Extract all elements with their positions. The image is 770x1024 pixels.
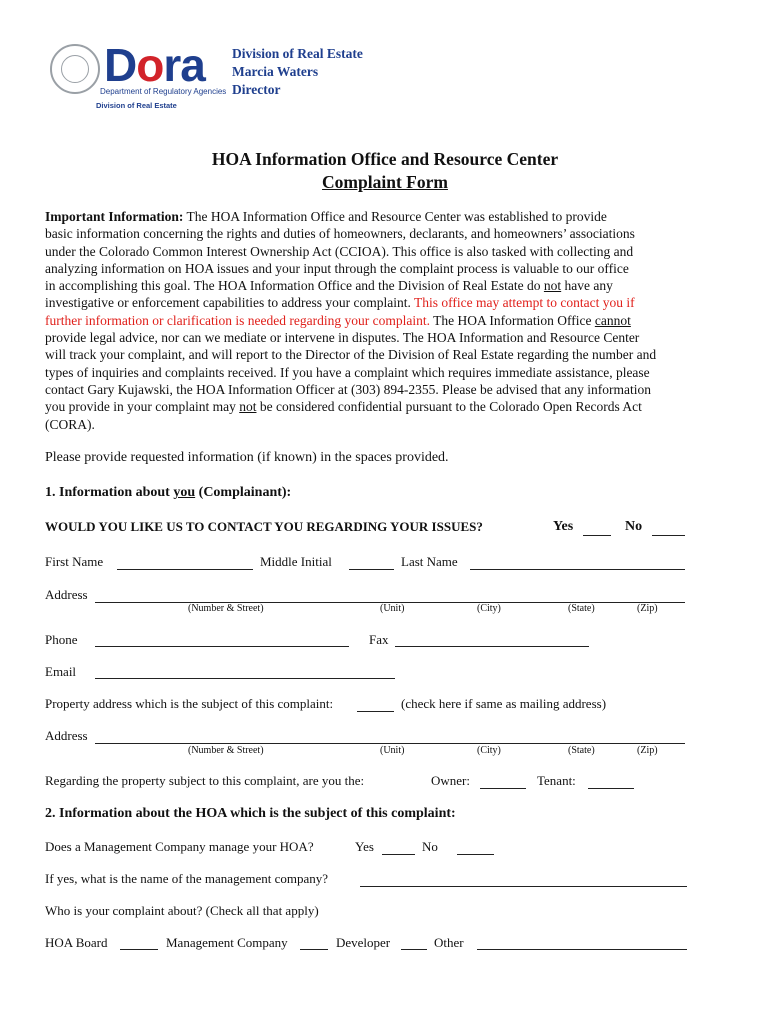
section1-heading: 1. Information about you (Complainant): <box>45 485 292 500</box>
colorado-state-seal <box>50 44 100 94</box>
mgmt-company-label: Management Company <box>166 935 288 950</box>
contact-yes-blank[interactable] <box>583 535 611 536</box>
header-name: Marcia Waters <box>232 64 319 79</box>
mgmt-yes-label: Yes <box>355 839 374 854</box>
sub-state-2: (State) <box>568 745 595 756</box>
mgmt-name-field[interactable] <box>360 886 687 887</box>
developer-blank[interactable] <box>401 949 427 950</box>
dora-logo: Dora <box>104 39 205 91</box>
sub-zip-2: (Zip) <box>637 745 658 756</box>
logo-subtitle: Department of Regulatory Agencies <box>100 87 227 96</box>
middle-initial-label: Middle Initial <box>260 554 332 569</box>
section2-heading: 2. Information about the HOA which is the subject of this complaint: <box>45 806 456 821</box>
mgmt-no-label: No <box>422 839 438 854</box>
mgmt-question: Does a Management Company manage your HOA? <box>45 839 314 854</box>
contact-no-label: No <box>625 519 643 534</box>
last-name-field[interactable] <box>470 569 685 570</box>
email-field[interactable] <box>95 678 395 679</box>
phone-field[interactable] <box>95 646 349 647</box>
sub-state: (State) <box>568 603 595 614</box>
sub-city-2: (City) <box>477 745 501 756</box>
header-division: Division of Real Estate <box>232 46 363 61</box>
instructions: Please provide requested information (if known) in the spaces provided. <box>45 450 449 465</box>
owner-blank[interactable] <box>480 788 526 789</box>
sub-street: (Number & Street) <box>188 603 264 614</box>
hoa-board-blank[interactable] <box>120 949 158 950</box>
fax-label: Fax <box>369 632 389 647</box>
sub-unit-2: (Unit) <box>380 745 405 756</box>
property-address2-label: Address <box>45 728 88 743</box>
other-label: Other <box>434 935 464 950</box>
page-title: HOA Information Office and Resource Center <box>211 149 559 169</box>
same-as-mailing-label: (check here if same as mailing address) <box>401 696 607 711</box>
middle-initial-field[interactable] <box>349 569 394 570</box>
tenant-blank[interactable] <box>588 788 634 789</box>
regarding-label: Regarding the property subject to this complaint, are you the: <box>45 773 365 788</box>
mgmt-yes-blank[interactable] <box>382 854 415 855</box>
mgmt-no-blank[interactable] <box>457 854 494 855</box>
hoa-board-label: HOA Board <box>45 935 108 950</box>
sub-street-2: (Number & Street) <box>188 745 264 756</box>
mgmt-company-blank[interactable] <box>300 949 328 950</box>
property-address-field[interactable] <box>95 743 685 744</box>
sub-zip: (Zip) <box>637 603 658 614</box>
property-address-label: Property address which is the subject of this complaint: <box>45 696 334 711</box>
last-name-label: Last Name <box>401 554 458 569</box>
logo-division: Division of Real Estate <box>96 101 177 110</box>
header-role: Director <box>232 82 281 97</box>
complaint-about-label: Who is your complaint about? (Check all that apply) <box>45 903 319 918</box>
contact-yes-label: Yes <box>553 519 574 534</box>
contact-no-blank[interactable] <box>652 535 685 536</box>
phone-label: Phone <box>45 632 78 647</box>
sub-unit: (Unit) <box>380 603 405 614</box>
other-field[interactable] <box>477 949 687 950</box>
tenant-label: Tenant: <box>537 773 576 788</box>
first-name-field[interactable] <box>117 569 253 570</box>
mgmt-name-label: If yes, what is the name of the management company? <box>45 871 329 886</box>
intro-paragraph: Important Information: The HOA Information Office and Resource Center was established to provide basic information concerning the rights and duties of homeowners, declarants, and homeowners’ associations under the Colorado Common Interest Ownership Act (CCIOA). This office is also tasked with collecting and analyzing information on HOA issues and your input through the complaint process is valuable to our office in accomplishing this goal. The HOA Information Office and the Division of Real Estate do not have any investigative or enforcement capabilities to address your complaint. This office may attempt to contact you if further information or clarification is needed regarding your complaint. The HOA Information Office cannot provide legal advice, nor can we mediate or intervene in disputes. The HOA Information and Resource Center will track your complaint, and will report to the Director of the Division of Real Estate regarding the number and types of inquiries and complaints received. If you have a complaint which requires immediate assistance, please contact Gary Kujawski, the HOA Information Officer at (303) 894-2355. Please be advised that any information you provide in your complaint may not be considered confidential pursuant to the Colorado Open Records Act (CORA). <box>45 209 657 432</box>
developer-label: Developer <box>336 935 391 950</box>
sub-city: (City) <box>477 603 501 614</box>
same-as-mailing-blank[interactable] <box>357 711 394 712</box>
address-label: Address <box>45 587 88 602</box>
contact-question: WOULD YOU LIKE US TO CONTACT YOU REGARDING YOUR ISSUES? <box>45 519 483 534</box>
page-subtitle: Complaint Form <box>322 172 448 192</box>
owner-label: Owner: <box>431 773 470 788</box>
first-name-label: First Name <box>45 554 104 569</box>
fax-field[interactable] <box>395 646 589 647</box>
email-label: Email <box>45 664 77 679</box>
